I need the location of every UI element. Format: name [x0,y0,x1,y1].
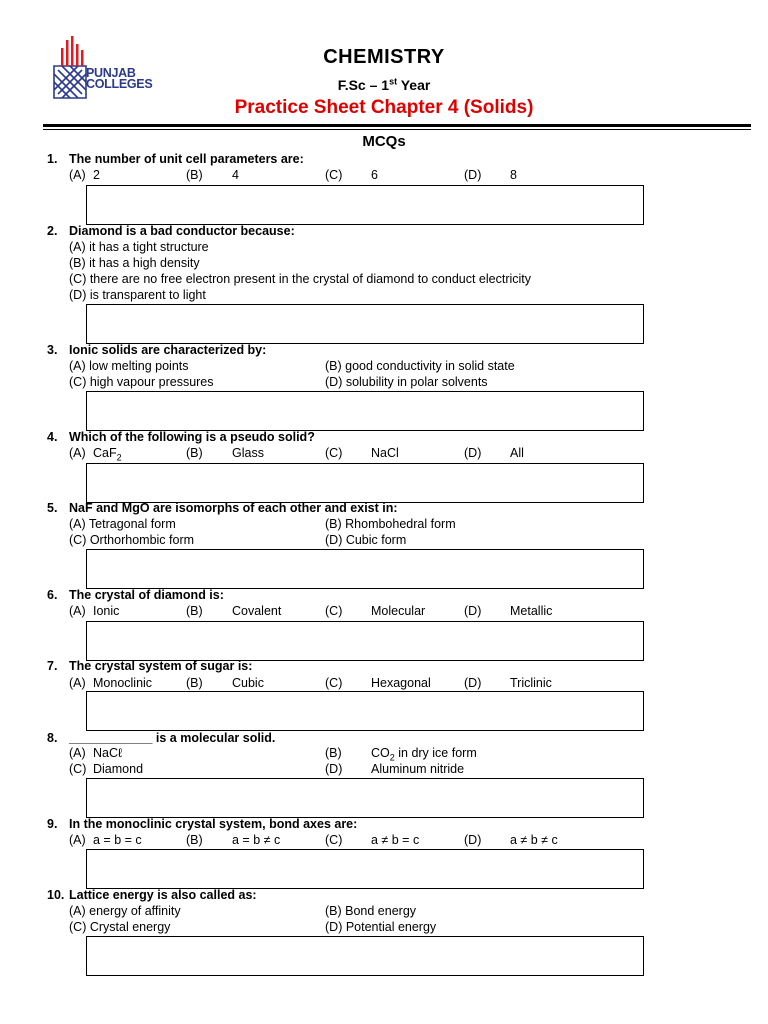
option-c-label: (C) [325,446,343,460]
option-b-label: (B) [325,746,342,760]
option-c-label: (C) [325,168,343,182]
option-c: a ≠ b = c [371,833,420,847]
question-1: 1. The number of unit cell parameters are: [47,152,304,166]
sheet-title: Practice Sheet Chapter 4 (Solids) [234,97,534,118]
option-d: (D) Potential energy [325,920,437,934]
option-b: a = b ≠ c [232,833,281,847]
answer-box-6[interactable] [86,621,644,661]
option-b-label: (B) [186,676,203,690]
option-b: (B) good conductivity in solid state [325,359,515,373]
header-rule [43,124,751,127]
option-b: (B) Rhombohedral form [325,517,456,531]
question-10: 10. Lattice energy is also called as: [47,888,257,902]
option-b: Covalent [232,604,282,618]
answer-box-10[interactable] [86,936,644,976]
question-3: 3. Ionic solids are characterized by: [47,343,267,357]
option-c: (C) Orthorhombic form [69,533,195,547]
answer-box-1[interactable] [86,185,644,225]
option-a-label: (A) [69,446,86,460]
option-d-label: (D) [464,446,482,460]
option-c-label: (C) [325,676,343,690]
option-d: All [510,446,524,460]
option-c-label: (C) [325,833,343,847]
section-heading: MCQs [362,133,406,150]
answer-box-7[interactable] [86,691,644,731]
option-d: 8 [510,168,517,182]
option-d: Aluminum nitride [371,762,465,776]
option-a: (A) low melting points [69,359,189,373]
option-d: a ≠ b ≠ c [510,833,558,847]
answer-box-4[interactable] [86,463,644,503]
option-d: (D) solubility in polar solvents [325,375,488,389]
answer-box-5[interactable] [86,549,644,589]
option-d-label: (D) [464,833,482,847]
option-b: 4 [232,168,239,182]
question-7: 7. The crystal system of sugar is: [47,659,253,673]
option-a: (A) Tetragonal form [69,517,176,531]
answer-box-3[interactable] [86,391,644,431]
option-d-label: (D) [464,604,482,618]
option-c: (C) high vapour pressures [69,375,214,389]
option-a-label: (A) [69,676,86,690]
option-b-label: (B) [186,168,203,182]
option-a: (A) energy of affinity [69,904,181,918]
answer-box-8[interactable] [86,778,644,818]
option-a-label: (A) [69,746,86,760]
question-4: 4. Which of the following is a pseudo solid? [47,430,315,444]
option-c: Diamond [93,762,144,776]
question-6: 6. The crystal of diamond is: [47,588,224,602]
option-c-label: (C) [325,604,343,618]
answer-box-9[interactable] [86,849,644,889]
option-b-label: (B) [186,833,203,847]
option-b: (B) it has a high density [69,256,200,270]
option-c-label: (C) [69,762,87,776]
logo-text-line1: PUNJAB [86,66,136,80]
option-a: CaF$_2$ [93,446,122,463]
option-a: a = b = c [93,833,142,847]
answer-box-2[interactable] [86,304,644,344]
question-9: 9. In the monoclinic crystal system, bond axes are: [47,817,358,831]
option-d: Triclinic [510,676,552,690]
option-a: Ionic [93,604,120,618]
subject-title: CHEMISTRY [323,46,445,68]
option-c: 6 [371,168,378,182]
option-b: (B) Bond energy [325,904,417,918]
option-a-label: (A) [69,604,86,618]
option-a: NaCℓ [93,746,123,760]
option-a-label: (A) [69,168,86,182]
option-d: (D) is transparent to light [69,288,206,302]
option-b-label: (B) [186,446,203,460]
option-b-label: (B) [186,604,203,618]
logo-text-line2: COLLEGES [86,77,153,91]
question-2: 2. Diamond is a bad conductor because: [47,224,295,238]
option-d: (D) Cubic form [325,533,407,547]
option-d-label: (D) [464,676,482,690]
option-a: Monoclinic [93,676,153,690]
class-subtitle: F.Sc – 1st Year [337,76,431,93]
option-b: Cubic [232,676,264,690]
option-c: (C) Crystal energy [69,920,171,934]
option-d-label: (D) [325,762,343,776]
question-5: 5. NaF and MgO are isomorphs of each other and exist in: [47,501,398,515]
option-a: 2 [93,168,100,182]
option-c: (C) there are no free electron present in the crystal of diamond to conduct electricity [69,272,532,286]
option-c: Hexagonal [371,676,431,690]
option-b: $CO_2$ in dry ice form [371,746,477,763]
option-a-label: (A) [69,833,86,847]
option-d: Metallic [510,604,553,618]
option-b: Glass [232,446,264,460]
option-c: Molecular [371,604,426,618]
option-d-label: (D) [464,168,482,182]
header-rule-thin [43,129,751,130]
option-c: NaCl [371,446,399,460]
question-8: 8. ____________ is a molecular solid. [47,731,276,745]
option-a: (A) it has a tight structure [69,240,209,254]
